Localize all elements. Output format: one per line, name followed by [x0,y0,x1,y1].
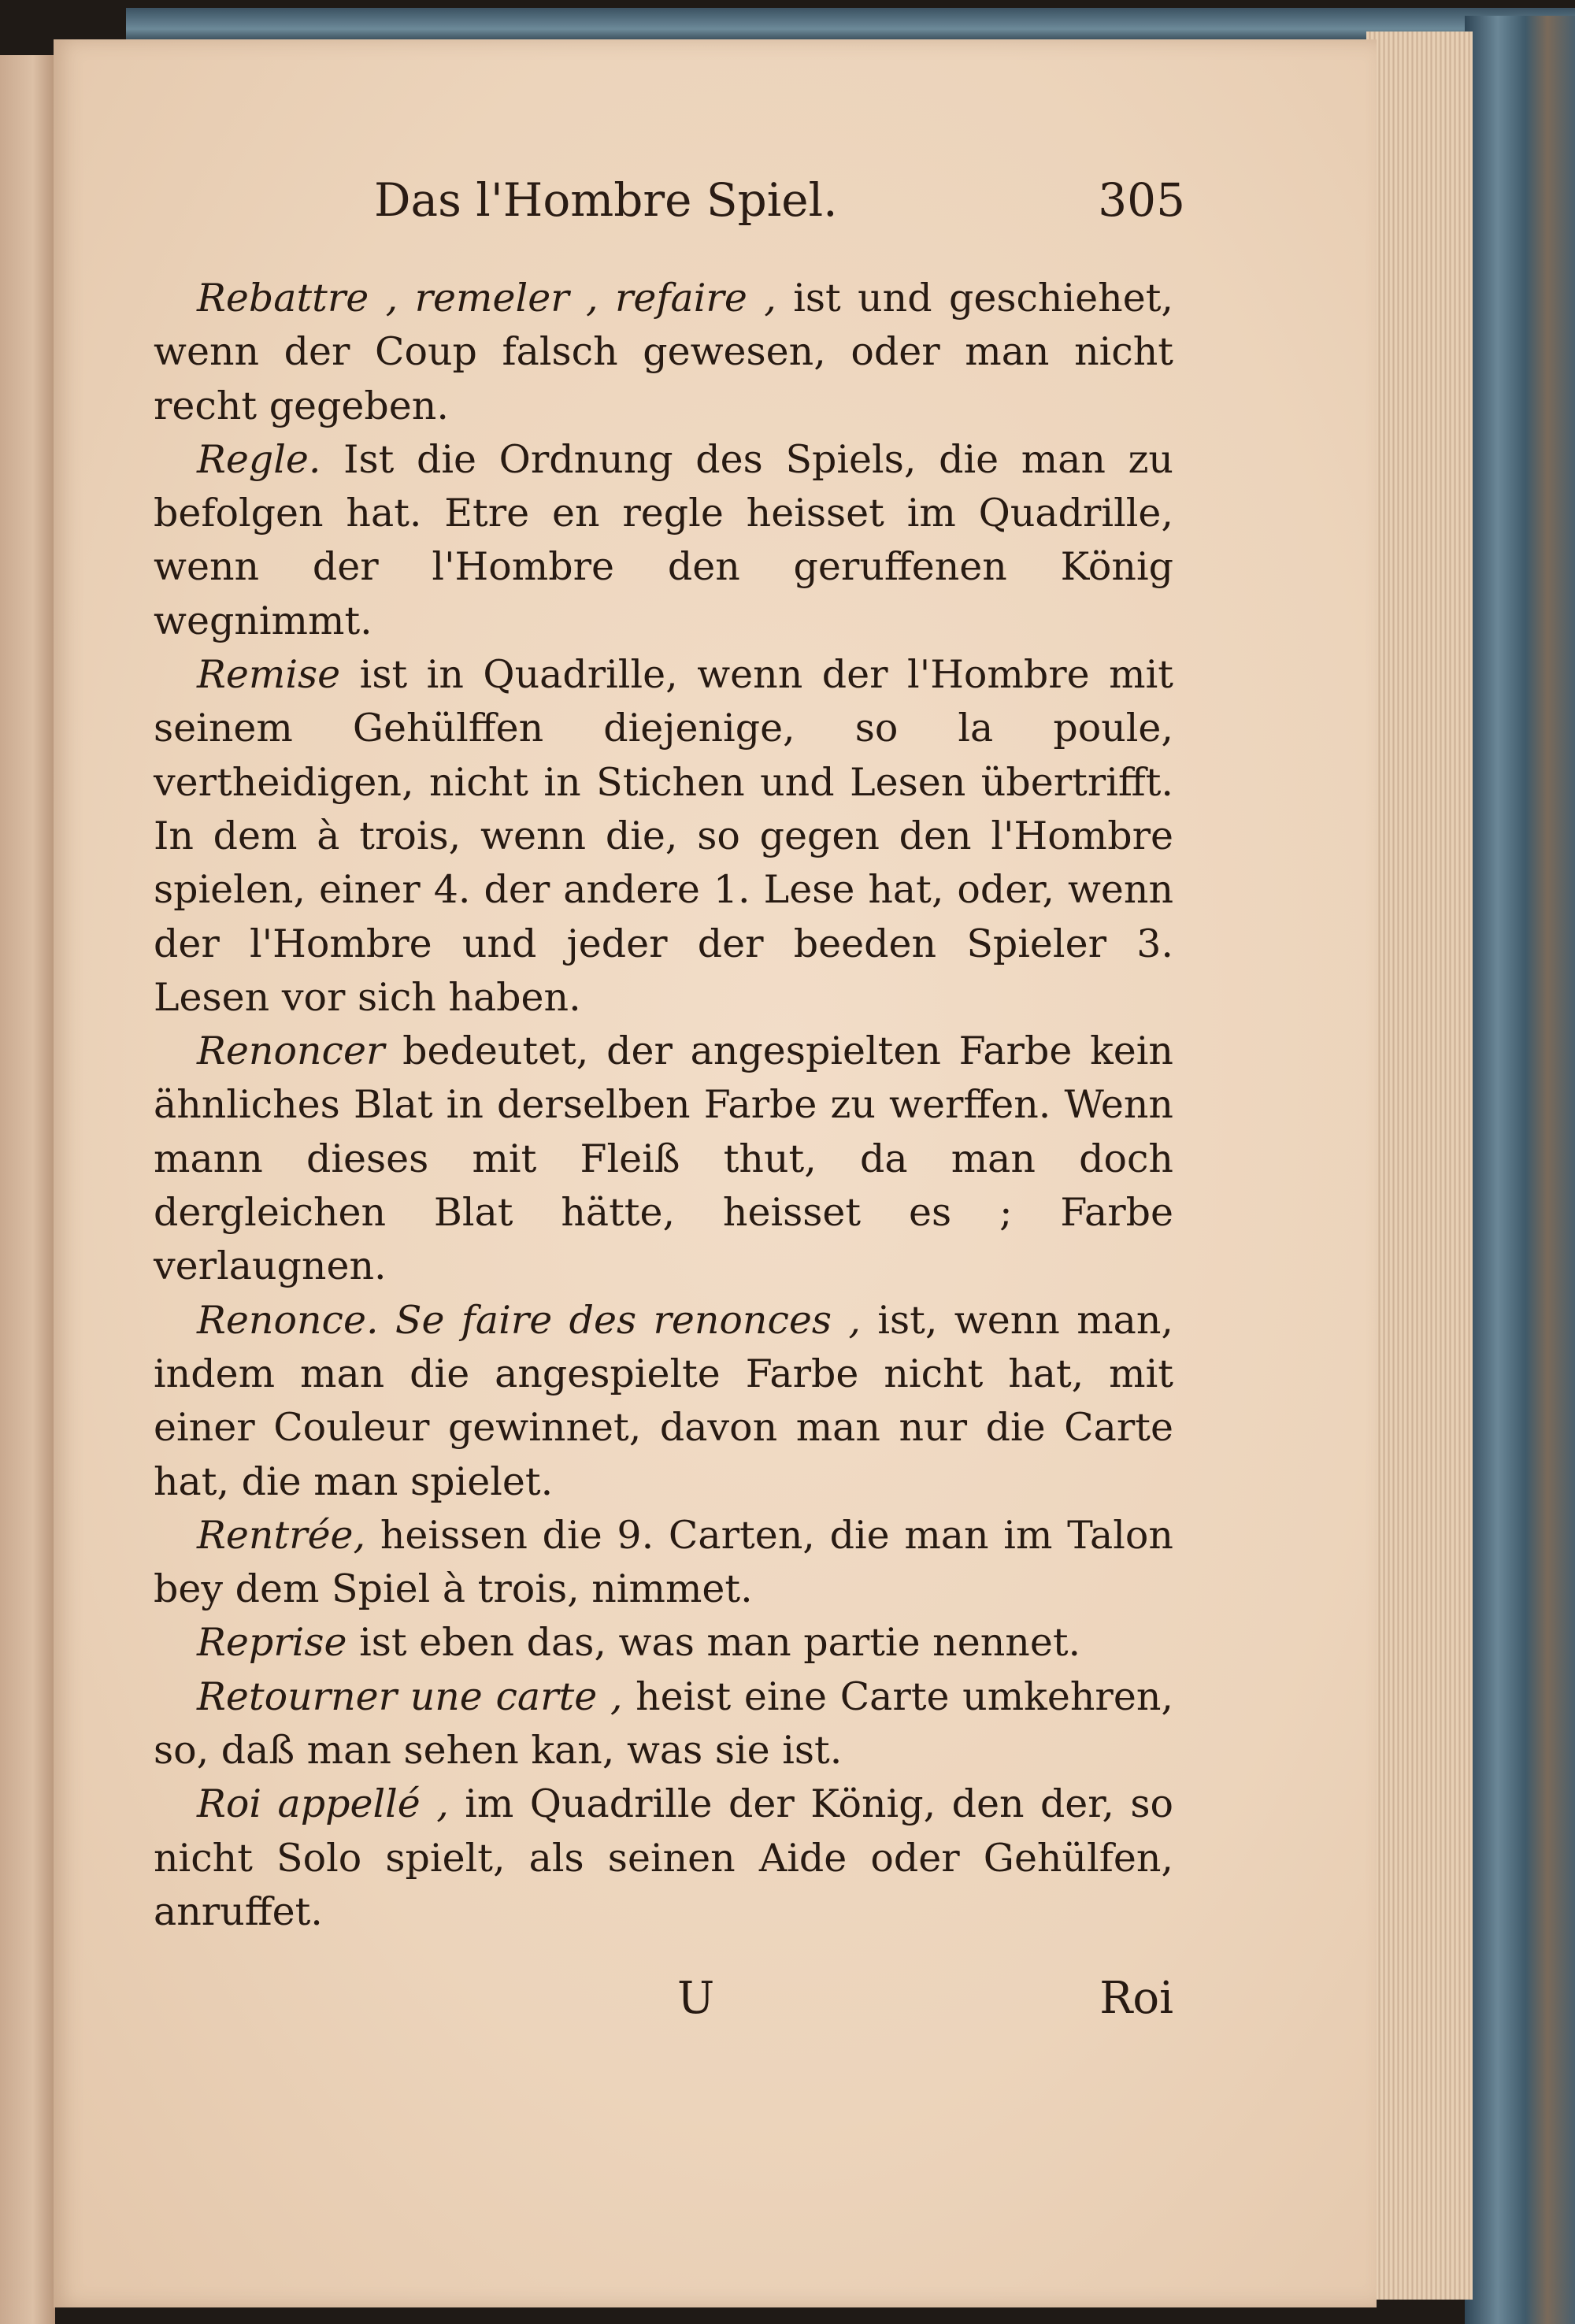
entry-term: Rebattre , remeler , refaire , [197,276,776,321]
entry-term: Roi appellé , [197,1781,449,1827]
entry-term: Remise [197,652,341,698]
entry-text: bedeutet, der angespielten Farbe kein ähnliches Blat in derselben Farbe zu werffen. Wenn mann dieses mit Fleiß thut, da man doch dergleichen Blat hätte, heisset es ; Farbe verlaugnen. [154,1029,1173,1289]
entry-remise [154,648,1173,1025]
entry-text: ist eben das, was man partie nennet. [346,1620,1081,1666]
entry-rentree [154,1509,1173,1617]
entry-renonce [154,1294,1173,1509]
entry-rebattre [154,272,1173,433]
entry-term: Regle. [197,436,321,482]
page-footer [154,1973,1173,2028]
facing-page-edge [0,55,55,2324]
running-title: Das l'Hombre Spiel. [374,173,838,227]
book-cover-top [126,8,1575,43]
entry-roi-appelle [154,1777,1173,1939]
page-number: 305 [1098,173,1185,227]
signature-mark: U [677,1973,715,2024]
entry-reprise [154,1616,1173,1670]
entry-retourner [154,1670,1173,1778]
entry-text: heist eine Carte umkehren, so, daß man sehen kan, was sie ist. [154,1674,1173,1774]
page-stack-edges [1366,32,1473,2300]
body-text [154,272,1173,1939]
entry-term: Renonce. Se faire des renonces , [197,1297,861,1343]
page-header [374,173,1185,236]
entry-text: heissen die 9. Carten, die man im Talon bey dem Spiel à trois, nimmet. [154,1512,1173,1612]
book-cover-marbled-edge [1465,16,1575,2324]
entry-text: ist in Quadrille, wenn der l'Hombre mit seinem Gehülffen diejenige, so la poule, vertheidigen, nicht in Stichen und Lesen übertrifft. In dem à trois, wenn die, so gegen den l'Hombre spielen, einer 4. der andere 1. Lese hat, oder, wenn der l'Hombre und jeder der beeden Spieler 3. Lesen vor sich haben. [154,652,1173,1020]
entry-term: Reprise [197,1620,347,1666]
entry-term: Rentrée, [197,1512,366,1558]
entry-term: Renoncer [197,1029,385,1074]
entry-regle [154,433,1173,648]
catchword: Roi [1099,1973,1173,2024]
entry-term: Retourner une carte , [197,1674,623,1719]
entry-text: ist, wenn man, indem man die angespielte Farbe nicht hat, mit einer Couleur gewinnet, davon man nur die Carte hat, die man spielet. [154,1297,1173,1504]
entry-text: ist und geschiehet, wenn der Coup falsch gewesen, oder man nicht recht gegeben. [154,276,1173,428]
entry-text: im Quadrille der König, den der, so nicht Solo spielt, als seinen Aide oder Gehülfen, anruffet. [154,1781,1173,1934]
entry-text: Ist die Ordnung des Spiels, die man zu befolgen hat. Etre en regle heisset im Quadrille, wenn der l'Hombre den geruffenen König wegnimmt. [154,436,1173,643]
entry-renoncer [154,1025,1173,1293]
